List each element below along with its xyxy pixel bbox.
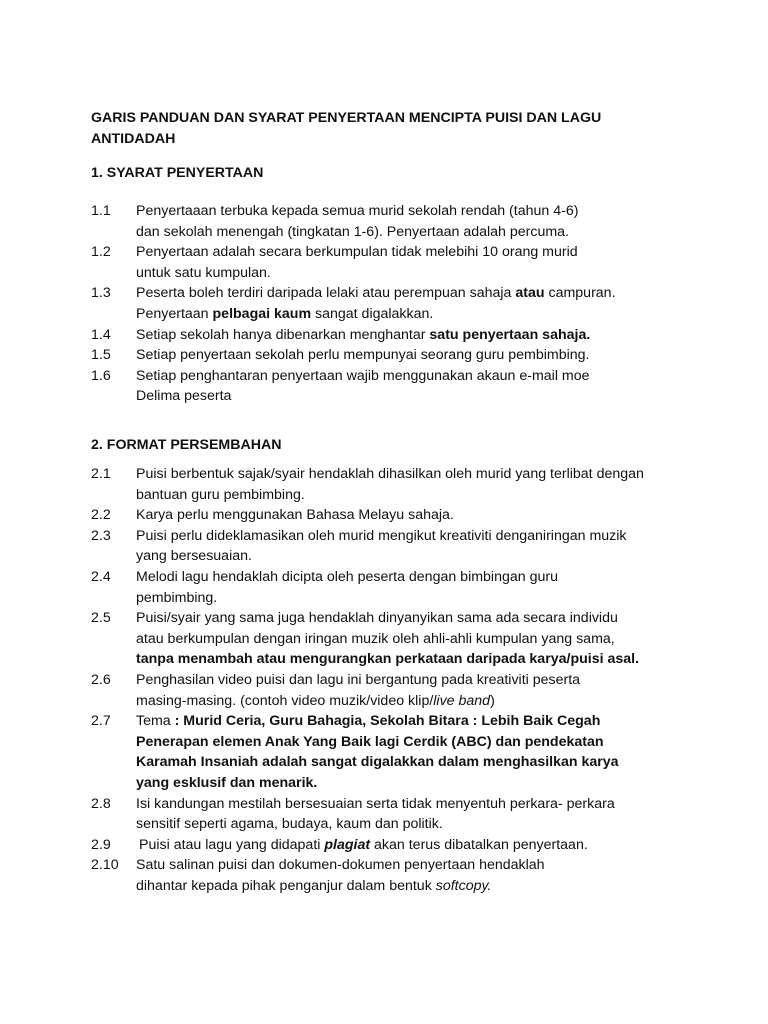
- item-number: 1.2: [91, 244, 111, 261]
- item-line: pembimbing.: [136, 589, 218, 606]
- text-segment: Peserta boleh terdiri daripada lelaki atau perempuan sahaja: [136, 285, 516, 302]
- item-line: tanpa menambah atau mengurangkan perkataan daripada karya/puisi asal.: [136, 651, 640, 668]
- item-line: dan sekolah menengah (tingkatan 1-6). Penyertaan adalah percuma.: [136, 223, 570, 240]
- text-segment: Penyertaan: [136, 305, 213, 322]
- item-line: Setiap penghantaran penyertaan wajib menggunakan akaun e-mail moe: [136, 367, 590, 384]
- list-item-2-5: [91, 608, 711, 670]
- list-item-1-5: [91, 345, 711, 366]
- text-segment: campuran.: [544, 285, 616, 302]
- item-line: Puisi berbentuk sajak/syair hendaklah dihasilkan oleh murid yang terlibat dengan: [136, 466, 644, 482]
- item-number: 1.5: [91, 347, 111, 364]
- bold-text: satu penyertaan sahaja.: [429, 326, 591, 343]
- item-line: Penyertaaan terbuka kepada semua murid sekolah rendah (tahun 4-6): [136, 203, 579, 219]
- list-item-2-2: [91, 505, 711, 526]
- item-line: Setiap penyertaan sekolah perlu mempunyai seorang guru pembimbing.: [136, 347, 590, 364]
- item-line: bantuan guru pembimbing.: [136, 486, 305, 503]
- list-item-1-1: [91, 201, 711, 242]
- item-line: [136, 283, 711, 304]
- list-item-2-4: [91, 567, 711, 608]
- section-2-list: [91, 464, 711, 896]
- item-line: Melodi lagu hendaklah dicipta oleh peserta dengan bimbingan guru: [136, 568, 558, 585]
- text-segment: dihantar kepada pihak penganjur dalam bentuk: [136, 877, 436, 894]
- text-segment: ): [490, 692, 495, 709]
- item-number: 2.6: [91, 671, 111, 688]
- text-segment: Tema: [136, 713, 175, 730]
- item-line: Karamah Insaniah adalah sangat digalakkan dalam menghasilkan karya: [136, 754, 619, 771]
- bold-italic-text: plagiat: [324, 836, 371, 853]
- section-1-heading: 1. SYARAT PENYERTAAN: [91, 165, 264, 181]
- item-number: 2.10: [91, 857, 119, 874]
- item-line: sensitif seperti agama, budaya, kaum dan politik.: [136, 816, 443, 833]
- item-line: [136, 876, 711, 897]
- list-item-2-7: [91, 711, 711, 793]
- text-segment: Puisi atau lagu yang didapati: [139, 836, 325, 853]
- list-item-1-2: [91, 242, 711, 283]
- bold-text: pelbagai kaum: [212, 305, 312, 322]
- item-line: [136, 835, 711, 856]
- list-item-1-3: [91, 283, 711, 324]
- item-line: Delima peserta: [136, 388, 232, 405]
- document-title: [91, 108, 691, 150]
- list-item-2-8: [91, 794, 711, 835]
- text-segment: Setiap sekolah hanya dibenarkan menghantar: [136, 326, 430, 343]
- item-line: Puisi/syair yang sama juga hendaklah dinyanyikan sama ada secara individu: [136, 610, 618, 627]
- item-line: Satu salinan puisi dan dokumen-dokumen penyertaan hendaklah: [136, 857, 545, 874]
- item-number: 1.1: [91, 203, 111, 219]
- item-number: 1.4: [91, 326, 111, 343]
- item-number: 2.8: [91, 795, 111, 812]
- item-line: Karya perlu menggunakan Bahasa Melayu sahaja.: [136, 507, 454, 524]
- item-number: 2.5: [91, 610, 111, 627]
- item-line: yang bersesuaian.: [136, 548, 252, 565]
- text-segment: akan terus dibatalkan penyertaan.: [370, 836, 588, 853]
- list-item-2-1: [91, 464, 711, 505]
- list-item-1-6: [91, 366, 711, 407]
- list-item-2-9: [91, 835, 711, 856]
- bold-text: atau: [515, 285, 545, 302]
- list-item-2-3: [91, 526, 711, 567]
- item-line: atau berkumpulan dengan iringan muzik oleh ahli-ahli kumpulan yang sama,: [136, 630, 615, 647]
- title-line-1: GARIS PANDUAN DAN SYARAT PENYERTAAN MENCIPTA PUISI DAN LAGU: [91, 110, 602, 126]
- item-line: Penerapan elemen Anak Yang Baik lagi Cerdik (ABC) dan pendekatan: [136, 733, 604, 750]
- item-line: untuk satu kumpulan.: [136, 264, 271, 281]
- item-line: Isi kandungan mestilah bersesuaian serta tidak menyentuh perkara- perkara: [136, 795, 615, 812]
- item-number: 2.3: [91, 527, 111, 544]
- text-segment: sangat digalakkan.: [311, 305, 434, 322]
- italic-text: live band: [433, 692, 491, 709]
- item-number: 2.9: [91, 836, 111, 853]
- bold-text: : Murid Ceria, Guru Bahagia, Sekolah Bitara : Lebih Baik Cegah: [174, 713, 601, 730]
- item-line: [136, 691, 711, 712]
- item-line: [136, 711, 711, 732]
- item-number: 1.3: [91, 285, 111, 302]
- list-item-1-4: [91, 325, 711, 346]
- item-line: Penyertaan adalah secara berkumpulan tidak melebihi 10 orang murid: [136, 244, 578, 261]
- item-line: [136, 304, 711, 325]
- text-segment: masing-masing. (contoh video muzik/video klip/: [136, 692, 434, 709]
- item-number: 2.2: [91, 507, 111, 524]
- section-2-heading: 2. FORMAT PERSEMBAHAN: [91, 437, 282, 453]
- item-number: 2.1: [91, 466, 111, 482]
- item-number: 2.4: [91, 568, 111, 585]
- item-number: 1.6: [91, 367, 111, 384]
- item-line: Penghasilan video puisi dan lagu ini bergantung pada kreativiti peserta: [136, 671, 581, 688]
- item-line: yang esklusif dan menarik.: [136, 774, 318, 791]
- list-item-2-6: [91, 670, 711, 711]
- item-line: Puisi perlu dideklamasikan oleh murid mengikut kreativiti denganiringan muzik: [136, 527, 627, 544]
- title-line-2: ANTIDADAH: [91, 131, 176, 147]
- list-item-2-10: [91, 855, 711, 896]
- item-number: 2.7: [91, 713, 111, 730]
- section-1-list: [91, 201, 711, 407]
- italic-text: softcopy.: [435, 877, 492, 894]
- item-line: [136, 325, 711, 346]
